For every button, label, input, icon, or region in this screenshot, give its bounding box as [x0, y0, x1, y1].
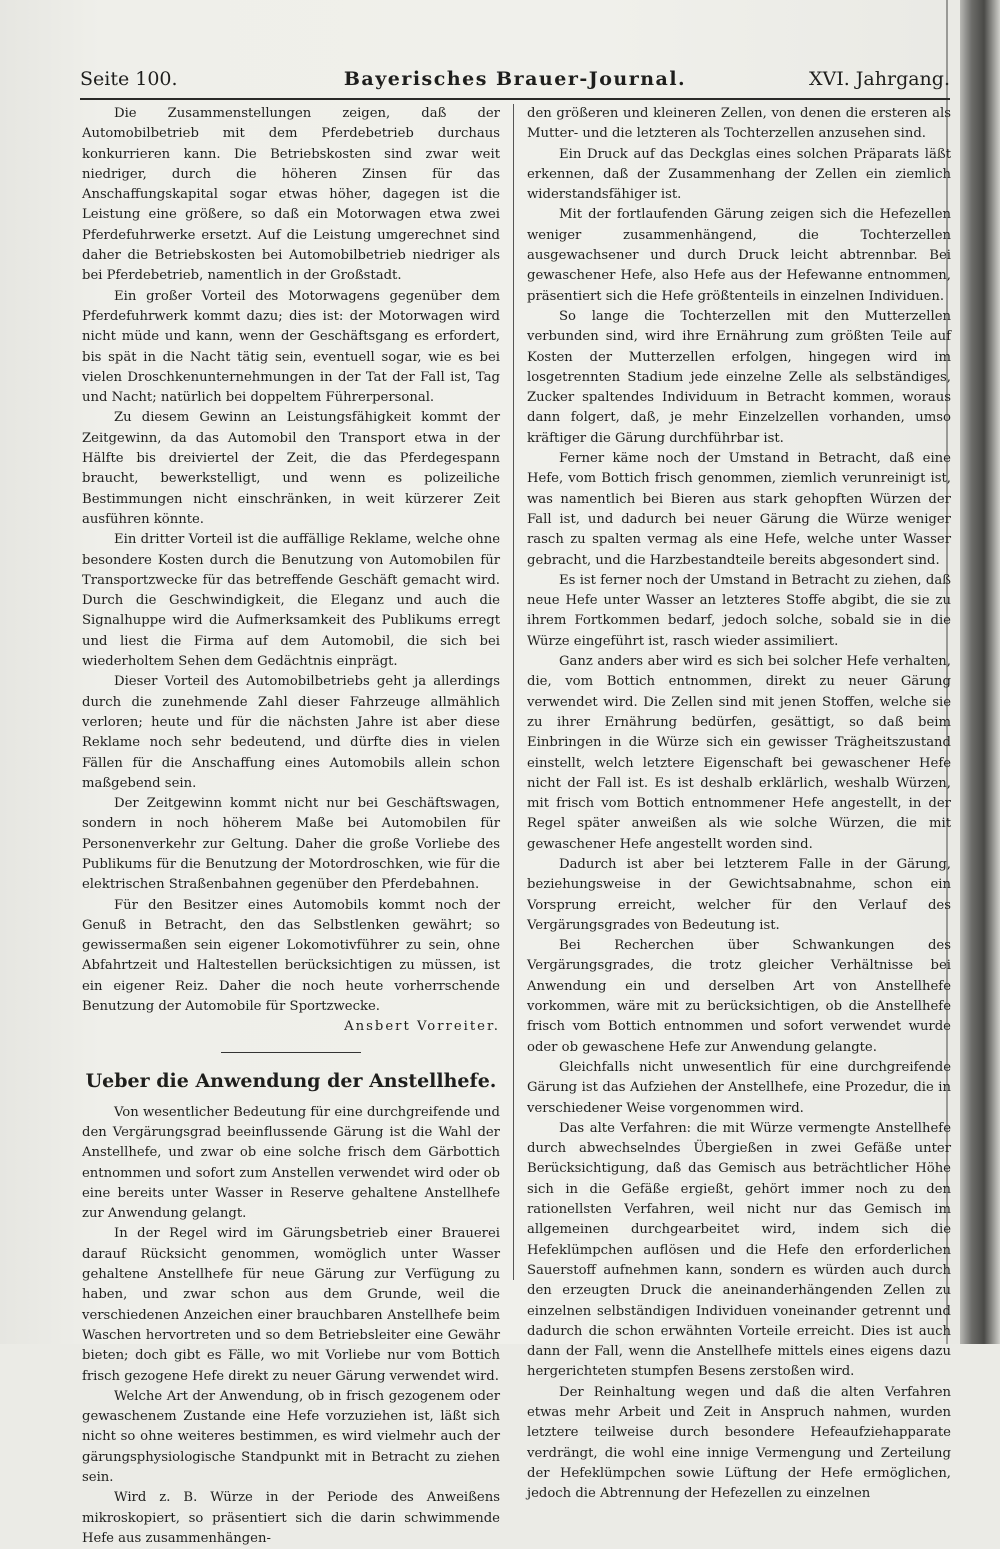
paragraph: Ganz anders aber wird es sich bei solcher Hefe verhalten, die, vom Bottich entnommen, direkt zu neuer Gärung verwendet wird. Die Zellen sind mit jenen Stoffen, welche sie zu ihrer Ernährung bedürfen, gesättigt, so daß beim Einbringen in die Würze sich ein gewisser Trägheitszustand einstellt, welch letztere Eigenschaft bei gewaschener Hefe nicht der Fall ist. Es ist deshalb erklärlich, weshalb Würzen, mit frisch vom Bottich entnommener Hefe angestellt, in der Regel später anweißen als wie solche Würzen, die mit gewaschener Hefe angestellt worden sind.	[527, 654, 951, 852]
paragraph: Der Zeitgewinn kommt nicht nur bei Geschäftswagen, sondern in noch höherem Maße bei Automobilen für Personenverkehr zur Geltung. Daher die große Vorliebe des Publikums für die Benutzung der Motordroschken, wie für die elektrischen Straßenbahnen gegenüber den Pferdebahnen.	[82, 796, 500, 893]
page-number: Seite 100.	[80, 68, 178, 90]
paragraph: Für den Besitzer eines Automobils kommt noch der Genuß in Betracht, den das Selbstlenken gewährt; so gewissermaßen sein eigener Lokomotivführer zu sein, ohne Abfahrtzeit und Haltestellen berücksichtigen zu müssen, ist ein eigener Reiz. Daher die noch heute vorherrschende Benutzung der Automobile für Sportzwecke.	[82, 897, 500, 1015]
paragraph: Ein Druck auf das Deckglas eines solchen Präparats läßt erkennen, daß der Zusammenhang der Zellen ein ziemlich widerstandsfähiger ist.	[527, 146, 951, 203]
paragraph: Dieser Vorteil des Automobilbetriebs geht ja allerdings durch die zunehmende Zahl dieser Fahrzeuge allmählich verloren; heute und für die nächsten Jahre ist aber diese Reklame noch sehr bedeutend, und dürfte dies in vielen Fällen für die Anschaffung eines Automobils allein schon maßgebend sein.	[82, 674, 500, 791]
column-rule	[513, 104, 514, 1280]
section-divider	[221, 1052, 361, 1053]
paragraph: Zu diesem Gewinn an Leistungsfähigkeit kommt der Zeitgewinn, da das Automobil den Transport etwa in der Hälfte bis dreiviertel der Zeit, die das Pferdegespann braucht, bewerkstelligt, und wenn es polizeiliche Bestimmungen nicht einschränken, in weit kürzerer Zeit ausführen könnte.	[82, 410, 500, 527]
page-header	[80, 68, 950, 96]
paragraph: den größeren und kleineren Zellen, von denen die ersteren als Mutter- und die letzteren als Tochterzellen anzusehen sind.	[527, 106, 951, 142]
paragraph: Mit der fortlaufenden Gärung zeigen sich die Hefezellen weniger zusammenhängend, die Tochterzellen ausgewachsener und durch Druck leicht abtrennbar. Bei gewaschener Hefe, also Hefe aus der Hefewanne entnommen, präsentiert sich die Hefe größtenteils in einzelnen Individuen.	[527, 207, 951, 304]
paragraph: Ein großer Vorteil des Motorwagens gegenüber dem Pferdefuhrwerk kommt dazu; dies ist: der Motorwagen wird nicht müde und kann, wenn der Geschäftsgang es erfordert, bis spät in die Nacht tätig sein, eventuell sogar, wie es bei vielen Droschkenunternehmungen in der Tat der Fall ist, Tag und Nacht; natürlich bei doppeltem Führerpersonal.	[82, 288, 500, 406]
paragraph: Das alte Verfahren: die mit Würze vermengte Anstellhefe durch abwechselndes Übergießen in zwei Gefäße unter Berücksichtigung, daß das Gemisch aus beträchtlicher Höhe sich in die Gefäße ergießt, gehört immer noch zu den rationellsten Verfahren, weil nicht nur das Gemisch im allgemeinen durchgearbeitet wird, indem sich die Hefeklümpchen auflösen und die Hefe den erforderlichen Sauerstoff aufnehmen kann, sondern es würden auch durch den erzeugten Druck die aneinanderhängenden Zellen zu einzelnen selbständigen Individuen voneinander getrennt und dadurch die schon erwähnten Vorteile erreicht. Dies ist auch dann der Fall, wenn die Anstellhefe mittels eines eigens dazu hergerichteten stumpfen Besens zerstoßen wird.	[527, 1120, 951, 1380]
article-title: Ueber die Anwendung der Anstellhefe.	[85, 1069, 497, 1092]
paragraph: Ein dritter Vorteil ist die auffällige Reklame, welche ohne besondere Kosten durch die Benutzung von Automobilen für Transportzwecke für das betreffende Geschäft gemacht wird. Durch die Geschwindigkeit, die Eleganz und auch die Signalhuppe wird die Aufmerksamkeit des Publikums erregt und liest die Firma auf dem Automobil, die sich bei wiederholtem Sehen dem Gedächtnis einprägt.	[82, 532, 500, 670]
header-rule	[80, 98, 950, 100]
paragraph: Es ist ferner noch der Umstand in Betracht zu ziehen, daß neue Hefe unter Wasser an letzteres Stoffe abgibt, die sie zu ihrem Fortkommen bedarf, jedoch solche, sobald sie in die Würze eingeführt ist, rasch wieder assimiliert.	[527, 572, 951, 649]
author-signature: Ansbert Vorreiter.	[344, 1019, 500, 1035]
paragraph: Gleichfalls nicht unwesentlich für eine durchgreifende Gärung ist das Aufziehen der Anstellhefe, eine Prozedur, die in verschiedener Weise vorgenommen wird.	[527, 1059, 951, 1116]
paragraph: So lange die Tochterzellen mit den Mutterzellen verbunden sind, wird ihre Ernährung zum größten Teile auf Kosten der Mutterzellen erfolgen, hingegen wird im losgetrennten Stadium jede einzelne Zelle als selbständiges, Zucker spaltendes Individuum in Betracht kommen, woraus dann folgert, daß, je mehr Einzelzellen vorhanden, umso kräftiger die Gärung durchführbar ist.	[527, 308, 951, 446]
paragraph: Ferner käme noch der Umstand in Betracht, daß eine Hefe, vom Bottich frisch genommen, ziemlich verunreinigt ist, was namentlich bei Bieren aus stark gehopften Würzen der Fall ist, und dadurch bei neuer Gärung die Würze weniger rasch zu spalten vermag als eine Hefe, welche unter Wasser gebracht, und die Harzbestandteile bereits abgesondert sind.	[527, 451, 951, 568]
paragraph: Dadurch ist aber bei letzterem Falle in der Gärung, beziehungsweise in der Gewichtsabnahme, schon ein Vorsprung erreicht, welcher für den Verlauf des Vergärungsgrades von Bedeutung ist.	[527, 856, 951, 933]
paragraph: Von wesentlicher Bedeutung für eine durchgreifende und den Vergärungsgrad beeinflussende Gärung ist die Wahl der Anstellhefe, und zwar ob eine solche frisch dem Gärbottich entnommen und sofort zum Anstellen verwendet wird oder ob eine bereits unter Wasser in Reserve gehaltene Anstellhefe zur Anwendung gelangt.	[82, 1104, 500, 1222]
right-column	[527, 104, 951, 1504]
paragraph: Welche Art der Anwendung, ob in frisch gezogenem oder gewaschenem Zustande eine Hefe vorzuziehen ist, läßt sich nicht so ohne weiteres bestimmen, es wird vielmehr auch der gärungsphysiologische Standpunkt mit in Betracht zu ziehen sein.	[82, 1388, 500, 1485]
volume-label: XVI. Jahrgang.	[808, 68, 950, 90]
paragraph: In der Regel wird im Gärungsbetrieb einer Brauerei darauf Rücksicht genommen, womöglich unter Wasser gehaltene Anstellhefe für neue Gärung zur Verfügung zu haben, und zwar schon aus dem Grunde, weil die verschiedenen Anzeichen einer brauchbaren Anstellhefe beim Waschen hervortreten und so dem Betriebsleiter eine Gewähr bieten; doch gibt es Fälle, wo mit Vorliebe nur vom Bottich frisch gezogene Hefe direkt zu neuer Gärung verwendet wird.	[82, 1226, 500, 1384]
journal-title: Bayerisches Brauer-Journal.	[343, 68, 687, 90]
paragraph: Der Reinhaltung wegen und daß die alten Verfahren etwas mehr Arbeit und Zeit in Anspruch nahmen, wurden letztere teilweise durch besondere Hefeaufziehapparate verdrängt, die wohl eine innige Vermengung und Zerteilung der Hefeklümpchen sowie Lüftung der Hefe ermöglichen, jedoch die Abtrennung der Hefezellen zu einzelnen	[527, 1384, 951, 1502]
binding-edge	[960, 0, 1000, 1344]
paragraph: Wird z. B. Würze in der Periode des Anweißens mikroskopiert, so präsentiert sich die darin schwimmende Hefe aus zusammenhängen-	[82, 1490, 500, 1546]
paragraph: Bei Recherchen über Schwankungen des Vergärungsgrades, die trotz gleicher Verhältnisse bei Anwendung ein und derselben Art von Anstellhefe vorkommen, wäre mit zu berücksichtigen, ob die Anstellhefe frisch vom Bottich entnommen und sofort verwendet wurde oder ob gewaschene Hefe zur Anwendung gelangte.	[527, 938, 951, 1055]
left-column	[82, 104, 500, 1549]
paragraph: Die Zusammenstellungen zeigen, daß der Automobilbetrieb mit dem Pferdebetrieb durchaus konkurrieren kann. Die Betriebskosten sind zwar weit niedriger, durch die höheren Zinsen für das Anschaffungskapital sogar etwas höher, dagegen ist die Leistung eine größere, so daß ein Motorwagen etwa zwei Pferdefuhrwerke ersetzt. Auf die Leistung umgerechnet sind daher die Betriebskosten bei Automobilbetrieb niedriger als bei Pferdebetrieb, namentlich in der Großstadt.	[82, 106, 500, 284]
